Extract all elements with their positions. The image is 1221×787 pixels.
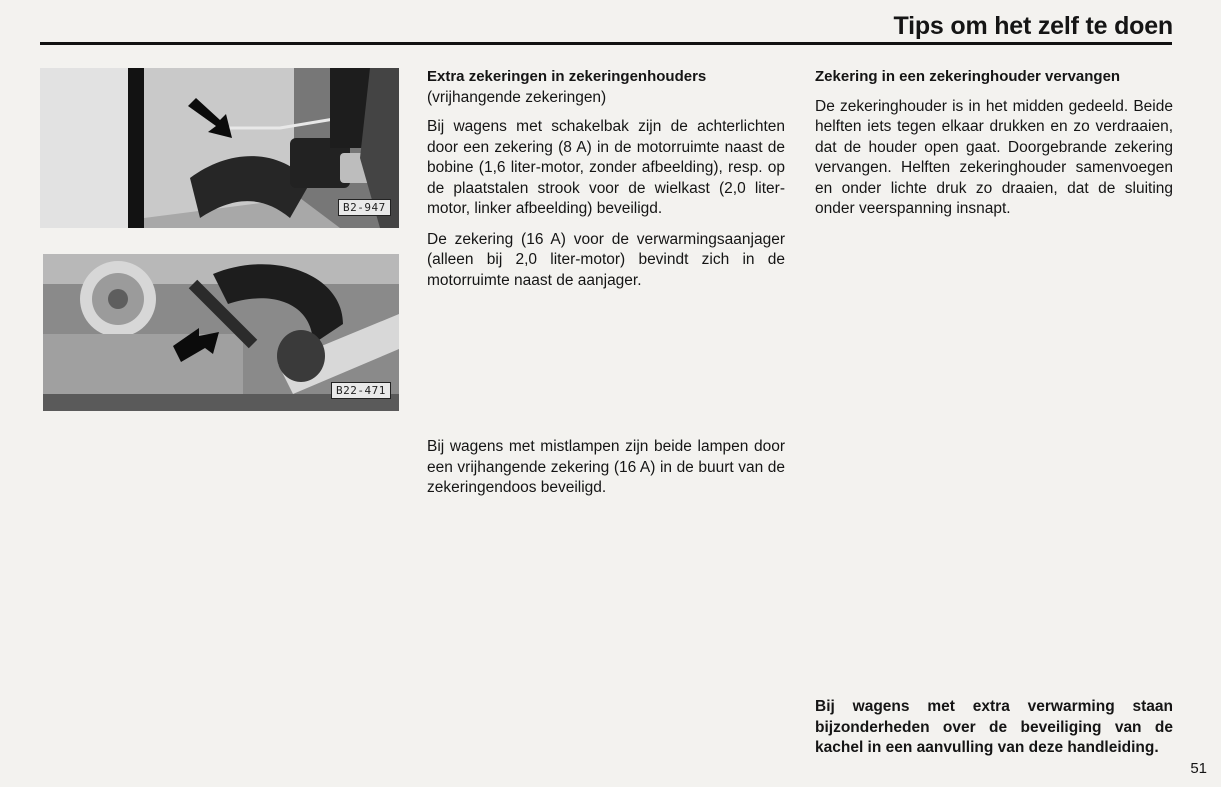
section-heading: Extra zekeringen in zekeringenhouders bbox=[427, 68, 707, 85]
section-heading: Zekering in een zekeringhouder vervangen bbox=[815, 68, 1121, 85]
paragraph: De zekering (16 A) voor de verwarmingsaanjager (alleen bij 2,0 liter-motor) bevindt zich in de motorruimte naast de aanjager. bbox=[427, 230, 785, 289]
note-paragraph: Bij wagens met extra verwarming staan bijzonderheden over de beveiliging van de kachel in een aanvulling van deze handleiding. bbox=[815, 698, 1173, 756]
paragraph: Bij wagens met schakelbak zijn de achterlichten door een zekering (8 A) in de motorruimte naast de bobine (1,6 liter-motor, zonder afbeelding), resp. op de plaatstalen strook voor de wielkast (2,0 liter-motor, linker afbeelding) beveiligd. bbox=[427, 118, 785, 217]
paragraph: De zekeringhouder is in het midden gedeeld. Beide helften iets tegen elkaar drukken en zo verdraaien, dat de houder open gaat. Doorgebrande zekering vervangen. Helften zekeringhouder samenvoegen en onder lichte druk zo draaien, dat de sluiting onder veerspanning insnapt. bbox=[815, 97, 1173, 217]
right-column bbox=[815, 67, 1173, 220]
figure-label: B22-471 bbox=[331, 382, 391, 399]
engine-photo-heater-fan bbox=[43, 254, 399, 411]
middle-column-lower bbox=[427, 437, 785, 499]
page-title: Tips om het zelf te doen bbox=[893, 12, 1173, 40]
figure-label: B2-947 bbox=[338, 199, 391, 216]
header-rule bbox=[40, 42, 1172, 45]
engine-photo-fuse-holder bbox=[40, 68, 399, 228]
page-number: 51 bbox=[1190, 760, 1207, 777]
section-subheading: (vrijhangende zekeringen) bbox=[427, 88, 607, 106]
paragraph: Bij wagens met mistlampen zijn beide lampen door een vrijhangende zekering (16 A) in de buurt van de zekeringendoos beveiligd. bbox=[427, 438, 785, 496]
middle-column bbox=[427, 67, 785, 291]
